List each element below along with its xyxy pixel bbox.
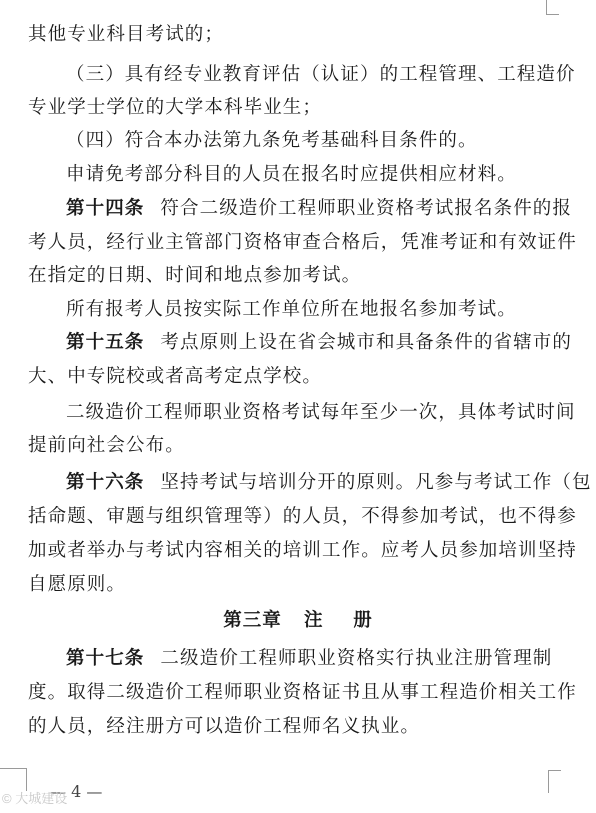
article-paragraph <box>66 330 573 356</box>
page-number: — 4 — <box>50 782 103 801</box>
text-line: 其他专业科目考试的； <box>28 24 225 45</box>
text-line: 申请免考部分科目的人员在报名时应提供相应材料。 <box>66 164 517 185</box>
text-line: 大、中专院校或者高考定点学校。 <box>28 366 323 387</box>
crop-mark-top-right <box>546 0 559 15</box>
article-heading: 第十七条 <box>66 648 145 669</box>
text-line: 加或者举办与考试内容相关的培训工作。应考人员参加培训坚持 <box>28 540 577 561</box>
text-line: （四）符合本办法第九条免考基础科目条件的。 <box>66 130 478 151</box>
text-span: 坚持考试与培训分开的原则。凡参与考试工作（包 <box>160 472 592 493</box>
text-line: 专业学士学位的大学本科毕业生； <box>28 97 323 118</box>
article-paragraph <box>66 196 573 222</box>
watermark: © 大城建设 <box>2 791 68 806</box>
article-paragraph <box>66 470 592 496</box>
chapter-heading: 第三章 注 册 <box>223 610 373 631</box>
text-span: 二级造价工程师职业资格实行执业注册管理制 <box>160 648 553 669</box>
text-span: 考点原则上设在省会城市和具备条件的省辖市的 <box>160 332 573 353</box>
text-line: 度。取得二级造价工程师职业资格证书且从事工程造价相关工作 <box>28 682 577 703</box>
text-line: （三）具有经专业教育评估（认证）的工程管理、工程造价 <box>66 64 576 85</box>
text-line: 自愿原则。 <box>28 574 127 595</box>
text-line: 的人员，经注册方可以造价工程师名义执业。 <box>28 716 421 737</box>
text-line: 提前向社会公布。 <box>28 435 185 456</box>
article-heading: 第十五条 <box>66 332 145 353</box>
text-line: 二级造价工程师职业资格考试每年至少一次，具体考试时间 <box>66 402 576 423</box>
article-paragraph <box>66 646 556 672</box>
crop-mark-bottom-right <box>548 770 561 793</box>
text-line: 在指定的日期、时间和地点参加考试。 <box>28 265 362 286</box>
text-span: 符合二级造价工程师职业资格考试报名条件的报 <box>160 198 573 219</box>
text-line: 考人员，经行业主管部门资格审查合格后，凭准考证和有效证件 <box>28 232 577 253</box>
article-heading: 第十六条 <box>66 472 145 493</box>
text-line: 所有报考人员按实际工作单位所在地报名参加考试。 <box>66 299 517 320</box>
article-heading: 第十四条 <box>66 198 145 219</box>
text-line: 括命题、审题与组织管理等）的人员，不得参加考试，也不得参 <box>28 506 577 527</box>
